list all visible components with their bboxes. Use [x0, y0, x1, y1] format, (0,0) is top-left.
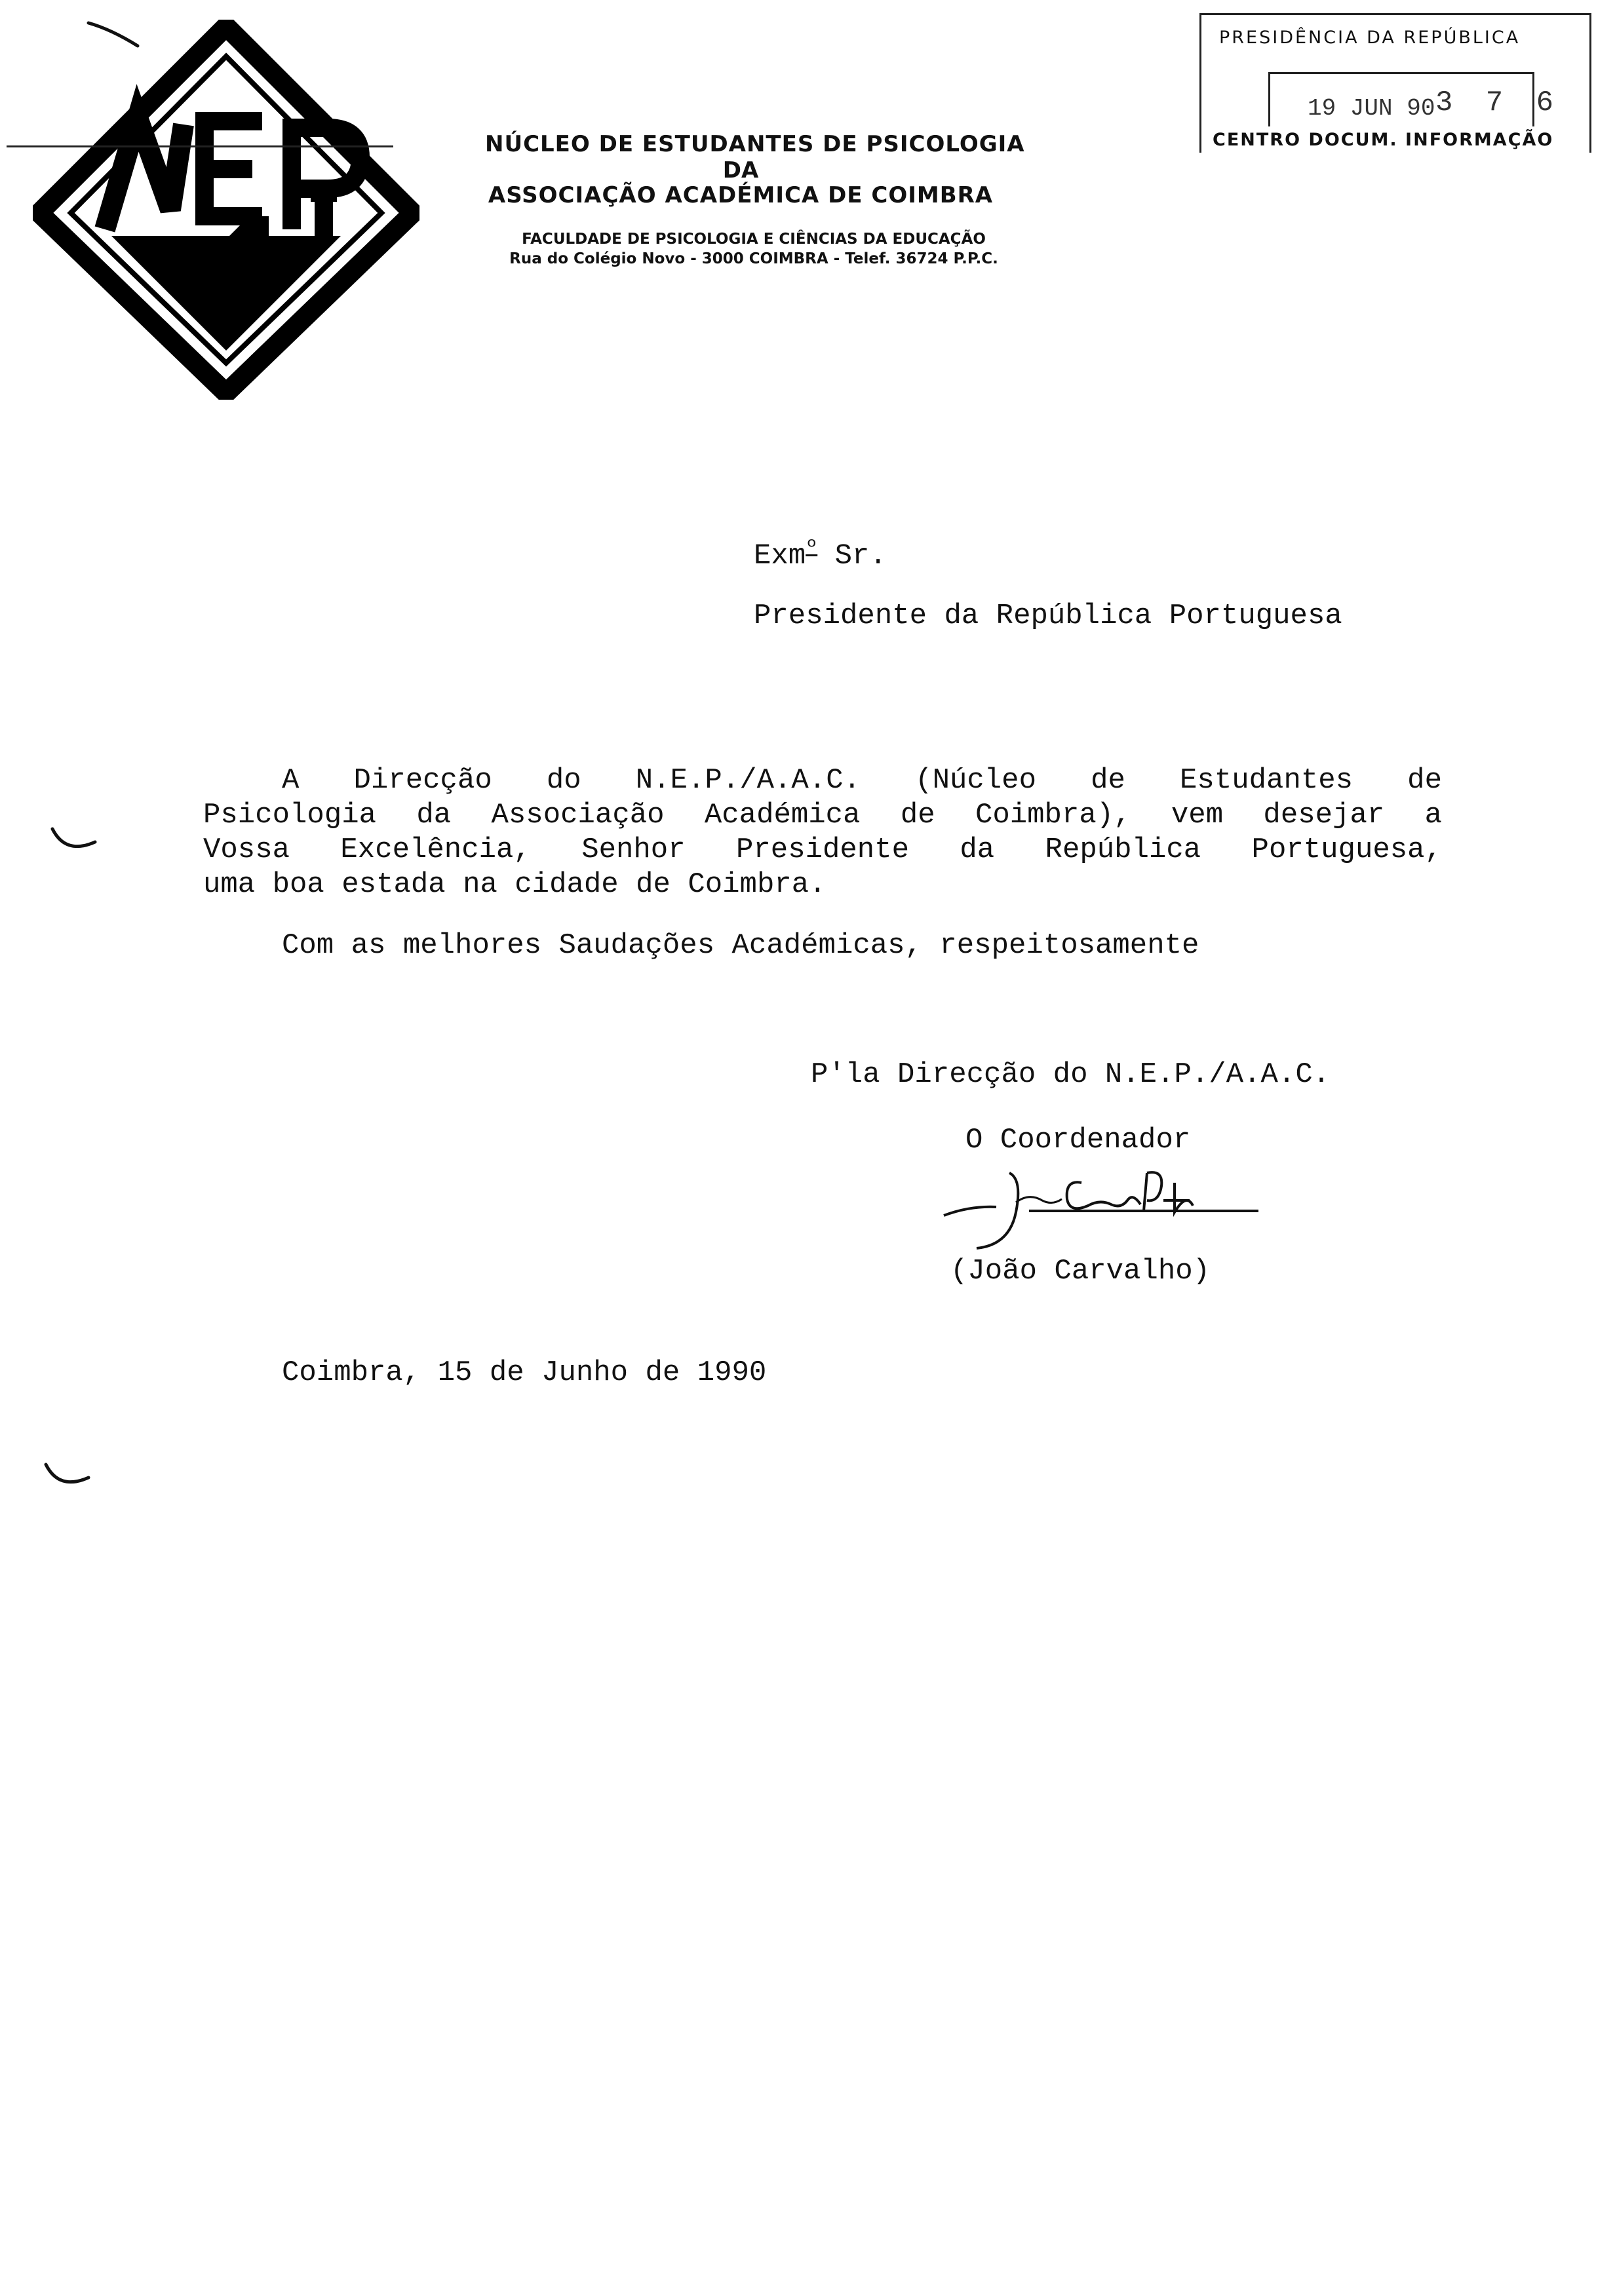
stamp-underline	[7, 145, 393, 147]
punch-hole-mark	[46, 819, 105, 865]
signer-title: O Coordenador	[965, 1124, 1191, 1157]
body-line: A Direcção do N.E.P./A.A.C. (Núcleo de Estudantes de	[282, 764, 1442, 797]
salutation-superscript: º	[806, 537, 818, 560]
body-line: Vossa Excelência, Senhor Presidente da República Portuguesa,	[203, 833, 1442, 866]
signed-on-behalf: P'la Direcção do N.E.P./A.A.C.	[811, 1058, 1331, 1091]
stamp-number: 3 7 6	[1435, 86, 1562, 119]
nep-logo	[33, 20, 419, 400]
place-and-date: Coimbra, 15 de Junho de 1990	[282, 1356, 767, 1389]
stamp-department: CENTRO DOCUM. INFORMAÇÃO	[1213, 130, 1554, 150]
stamp-date: 19 JUN 90	[1308, 95, 1435, 122]
stamp-title: PRESIDÊNCIA DA REPÚBLICA	[1219, 28, 1521, 48]
signer-name: (João Carvalho)	[950, 1255, 1211, 1288]
punch-hole-mark	[39, 1455, 98, 1501]
salutation-suffix: Sr.	[817, 539, 887, 573]
letterhead-org-connector: DA	[722, 157, 759, 183]
reception-stamp	[1199, 13, 1593, 164]
body-paragraph	[203, 763, 1442, 902]
body-line: Psicologia da Associação Académica de Coimbra), vem desejar a	[203, 799, 1442, 832]
letterhead-address: Rua do Colégio Novo - 3000 COIMBRA - Telef. 36724 P.P.C.	[509, 250, 998, 267]
salutation	[754, 537, 887, 573]
recipient: Presidente da República Portuguesa	[754, 600, 1342, 632]
letterhead-org-name: NÚCLEO DE ESTUDANTES DE PSICOLOGIA	[485, 131, 1025, 157]
handwritten-signature	[931, 1153, 1272, 1252]
letterhead-association: ASSOCIAÇÃO ACADÉMICA DE COIMBRA	[488, 182, 994, 208]
closing: Com as melhores Saudações Académicas, respeitosamente	[282, 929, 1199, 962]
salutation-prefix: Exm	[754, 539, 806, 573]
corner-mark	[85, 16, 144, 56]
body-line: uma boa estada na cidade de Coimbra.	[203, 868, 827, 901]
letterhead-faculty: FACULDADE DE PSICOLOGIA E CIÊNCIAS DA EDUCAÇÃO	[522, 231, 986, 248]
